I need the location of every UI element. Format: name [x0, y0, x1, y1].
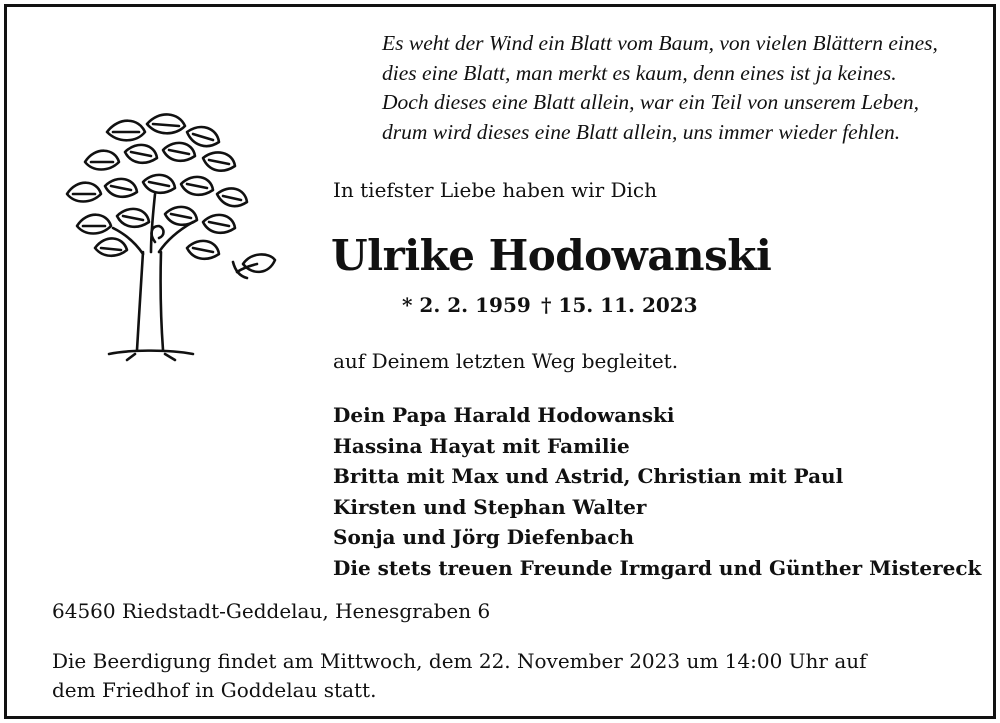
mourners-list [333, 400, 981, 583]
birth-date: * 2. 2. 1959 [402, 293, 531, 317]
intro-text: In tiefster Liebe haben wir Dich [333, 178, 658, 202]
death-date: † 15. 11. 2023 [541, 293, 698, 317]
mourner-line: Britta mit Max und Astrid, Christian mit Paul [333, 464, 844, 488]
poem [382, 29, 982, 147]
mourner-line: Hassina Hayat mit Familie [333, 433, 630, 458]
poem-line: dies eine Blatt, man merkt es kaum, denn eines ist ja keines. [382, 60, 897, 85]
deceased-name: Ulrike Hodowanski [331, 231, 772, 280]
address: 64560 Riedstadt-Geddelau, Henesgraben 6 [52, 599, 491, 623]
funeral-line: Die Beerdigung findet am Mittwoch, dem 22. November 2023 um 14:00 Uhr auf [52, 649, 867, 673]
funeral-info [52, 647, 872, 705]
poem-line: drum wird dieses eine Blatt allein, uns immer wieder fehlen. [382, 119, 901, 144]
closing-text: auf Deinem letzten Weg begleitet. [333, 349, 679, 373]
mourner-line: Kirsten und Stephan Walter [333, 494, 647, 519]
poem-line: Es weht der Wind ein Blatt vom Baum, von vielen Blättern eines, [382, 31, 938, 55]
mourner-line: Die stets treuen Freunde Irmgard und Günther Mistereck [333, 555, 982, 580]
funeral-line: dem Friedhof in Goddelau statt. [52, 678, 377, 702]
tree-icon [47, 102, 287, 367]
poem-line: Doch dieses eine Blatt allein, war ein Teil von unserem Leben, [382, 90, 920, 114]
mourner-line: Dein Papa Harald Hodowanski [333, 403, 675, 427]
mourner-line: Sonja und Jörg Diefenbach [333, 525, 634, 549]
obituary-notice [4, 4, 996, 719]
